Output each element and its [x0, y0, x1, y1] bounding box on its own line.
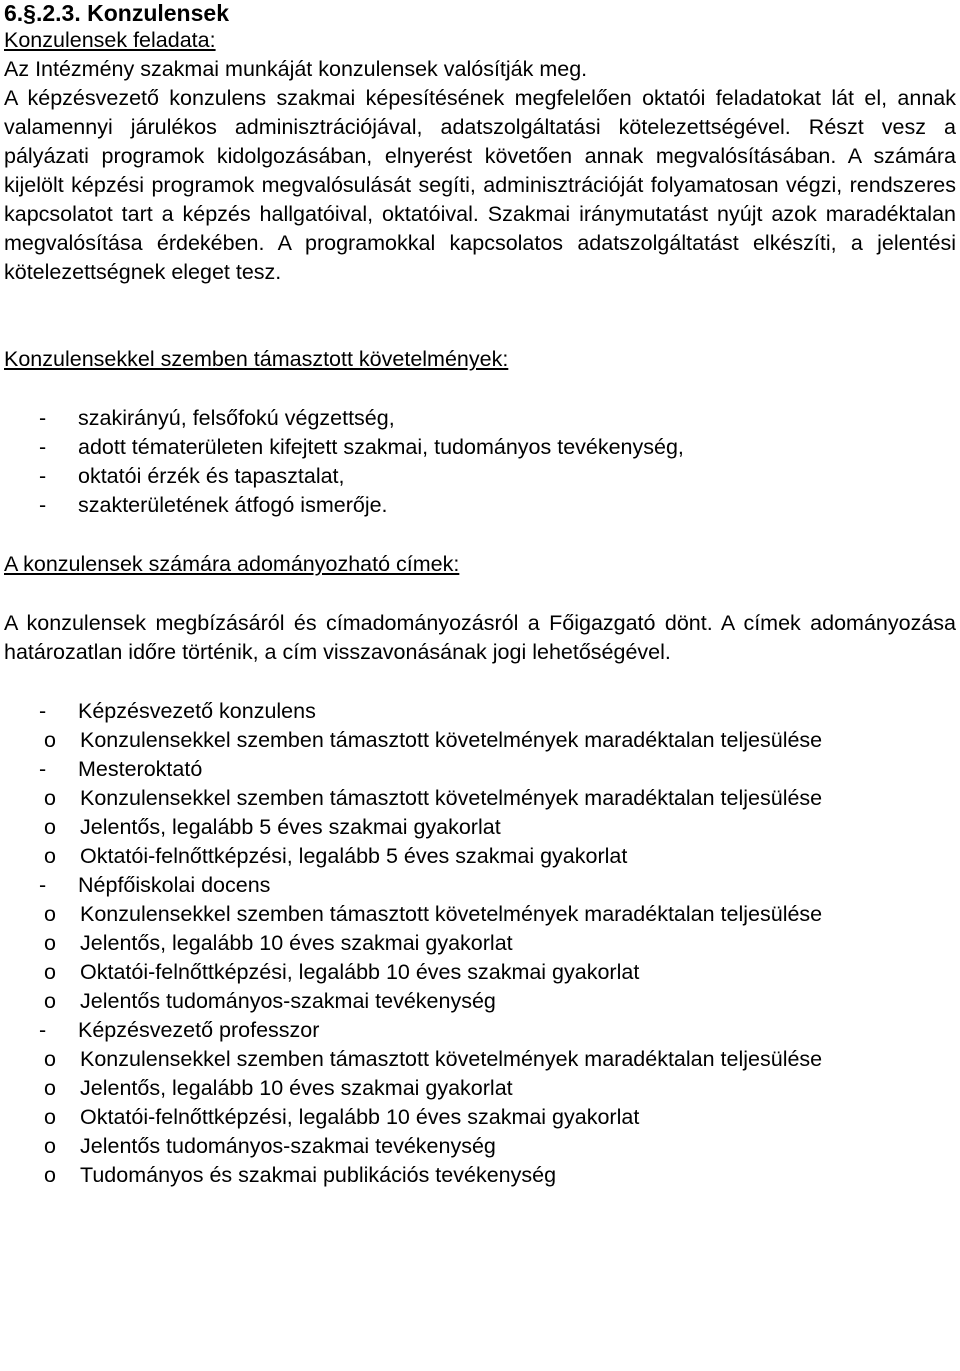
requirement-text: szakterületének átfogó ismerője.: [78, 493, 388, 517]
titles-body: A konzulensek megbízásáról és címadományozásról a Főigazgató dönt. A címek adományozása határozatlan időre történik, a cím visszavonásának jogi lehetőségével.: [4, 611, 956, 664]
bullet-marker: o: [44, 989, 56, 1013]
criterion-text: Jelentős tudományos-szakmai tevékenység: [80, 989, 496, 1013]
list-item: [4, 1161, 956, 1190]
dash-marker: -: [39, 699, 47, 723]
section-title: 6.§.2.3. Konzulensek: [4, 0, 229, 26]
bullet-marker: o: [44, 844, 56, 868]
criterion-text: Oktatói-felnőttképzési, legalább 10 éves szakmai gyakorlat: [80, 1105, 640, 1129]
dash-marker: -: [39, 406, 47, 430]
requirement-text: adott tématerületen kifejtett szakmai, tudományos tevékenység,: [78, 435, 684, 459]
title-criteria-list: [4, 1045, 956, 1190]
tasks-heading: Konzulensek feladata:: [4, 28, 216, 52]
list-item: [4, 726, 956, 755]
criterion-text: Jelentős tudományos-szakmai tevékenység: [80, 1134, 496, 1158]
title-criteria-list: [4, 784, 956, 871]
dash-marker: -: [39, 493, 47, 517]
list-item: [4, 433, 956, 462]
list-item: [4, 784, 956, 813]
title-group: [4, 871, 956, 900]
title-criteria-list: [4, 900, 956, 1016]
list-item: [4, 1074, 956, 1103]
list-item: [4, 929, 956, 958]
bullet-marker: o: [44, 902, 56, 926]
bullet-marker: o: [44, 1076, 56, 1100]
criterion-text: Konzulensekkel szemben támasztott követelmények maradéktalan teljesülése: [80, 1047, 823, 1071]
title-group-name: Népfőiskolai docens: [78, 873, 271, 897]
list-item: [4, 842, 956, 871]
list-item: [4, 987, 956, 1016]
list-item: [4, 900, 956, 929]
bullet-marker: o: [44, 815, 56, 839]
title-group: [4, 1016, 956, 1045]
criterion-text: Konzulensekkel szemben támasztott követelmények maradéktalan teljesülése: [80, 902, 823, 926]
title-group: [4, 755, 956, 784]
titles-heading: A konzulensek számára adományozható címek:: [4, 552, 460, 576]
tasks-intro: Az Intézmény szakmai munkáját konzulensek valósítják meg.: [4, 57, 588, 81]
list-item: [4, 1045, 956, 1074]
title-criteria-list: [4, 726, 956, 755]
requirements-heading: Konzulensekkel szemben támasztott követelmények:: [4, 347, 509, 371]
requirement-text: szakirányú, felsőfokú végzettség,: [78, 406, 395, 430]
bullet-marker: o: [44, 728, 56, 752]
bullet-marker: o: [44, 1163, 56, 1187]
dash-marker: -: [39, 757, 47, 781]
criterion-text: Tudományos és szakmai publikációs tevékenység: [80, 1163, 557, 1187]
list-item: [4, 958, 956, 987]
title-group-name: Képzésvezető professzor: [78, 1018, 320, 1042]
document-page: [4, 0, 956, 1190]
list-item: [4, 813, 956, 842]
list-item: [4, 1103, 956, 1132]
dash-marker: -: [39, 464, 47, 488]
dash-marker: -: [39, 873, 47, 897]
bullet-marker: o: [44, 931, 56, 955]
requirement-text: oktatói érzék és tapasztalat,: [78, 464, 345, 488]
criterion-text: Konzulensekkel szemben támasztott követelmények maradéktalan teljesülése: [80, 728, 823, 752]
tasks-body: A képzésvezető konzulens szakmai képesítésének megfelelően oktatói feladatokat lát el, annak valamennyi járulékos adminisztrációjával, adatszolgáltatási kötelezettségével. Részt vesz a pályázati programok kidolgozásában, elnyerést követően annak megvalósításában. A számára kijelölt képzési programok megvalósulását segíti, adminisztrációját folyamatosan végzi, rendszeres kapcsolatot tart a képzés hallgatóival, oktatóival. Szakmai iránymutatást nyújt azok maradéktalan megvalósítása érdekében. A programokkal kapcsolatos adatszolgáltatást elkészíti, a jelentési kötelezettségnek eleget tesz.: [4, 86, 956, 284]
list-item: [4, 462, 956, 491]
criterion-text: Oktatói-felnőttképzési, legalább 10 éves szakmai gyakorlat: [80, 960, 640, 984]
title-group: [4, 697, 956, 726]
requirements-list: [4, 404, 956, 520]
title-group-name: Képzésvezető konzulens: [78, 699, 316, 723]
criterion-text: Jelentős, legalább 10 éves szakmai gyakorlat: [80, 931, 513, 955]
list-item: [4, 491, 956, 520]
bullet-marker: o: [44, 1134, 56, 1158]
bullet-marker: o: [44, 786, 56, 810]
criterion-text: Jelentős, legalább 5 éves szakmai gyakorlat: [80, 815, 501, 839]
list-item: [4, 1132, 956, 1161]
title-group-name: Mesteroktató: [78, 757, 203, 781]
list-item: [4, 404, 956, 433]
bullet-marker: o: [44, 1105, 56, 1129]
dash-marker: -: [39, 1018, 47, 1042]
bullet-marker: o: [44, 960, 56, 984]
bullet-marker: o: [44, 1047, 56, 1071]
criterion-text: Jelentős, legalább 10 éves szakmai gyakorlat: [80, 1076, 513, 1100]
criterion-text: Oktatói-felnőttképzési, legalább 5 éves szakmai gyakorlat: [80, 844, 628, 868]
dash-marker: -: [39, 435, 47, 459]
criterion-text: Konzulensekkel szemben támasztott követelmények maradéktalan teljesülése: [80, 786, 823, 810]
